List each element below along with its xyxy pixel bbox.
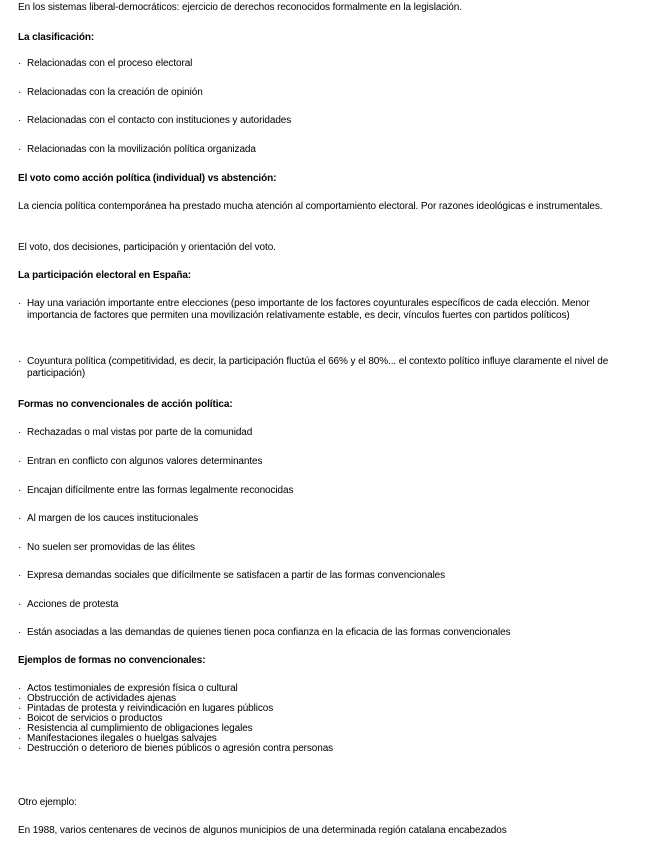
list-item: · Rechazadas o mal vistas por parte de la comunidad (18, 427, 641, 439)
intro-paragraph: En los sistemas liberal-democráticos: ejercicio de derechos reconocidos formalmente en la legislación. (18, 2, 462, 13)
list-item: · Manifestaciones ilegales o huelgas salvajes (18, 734, 632, 744)
no-convencionales-heading: Formas no convencionales de acción política: (18, 399, 233, 410)
list-item: · Actos testimoniales de expresión física o cultural (18, 684, 632, 694)
participacion-heading: La participación electoral en España: (18, 270, 192, 281)
ejemplos-list (18, 684, 632, 754)
list-item: · Pintadas de protesta y reivindicación en lugares públicos (18, 704, 632, 714)
list-item: · Boicot de servicios o productos (18, 714, 632, 724)
voto-heading: El voto como acción política (individual) vs abstención: (18, 173, 277, 184)
list-item: · Relacionadas con el proceso electoral (18, 58, 641, 70)
list-item: · Destrucción o deterioro de bienes públicos o agresión contra personas (18, 744, 632, 754)
ejemplos-heading: Ejemplos de formas no convencionales: (18, 655, 206, 666)
clasificacion-heading: La clasificación: (18, 32, 95, 43)
otro-ejemplo-label: Otro ejemplo: (18, 797, 77, 808)
list-item: · Encajan difícilmente entre las formas legalmente reconocidas (18, 485, 641, 497)
list-item: · Relacionadas con la movilización política organizada (18, 144, 641, 156)
list-item: · Relacionadas con la creación de opinión (18, 87, 641, 99)
list-item: · Al margen de los cauces institucionales (18, 513, 641, 525)
list-item: · Hay una variación importante entre elecciones (peso importante de los factores coyunturales específicos de cada elección. Menor importancia de factores que permiten una movilización relativamente estable, es decir, vínculos fuertes con partidos políticos) (18, 298, 641, 322)
voto-paragraph-2: El voto, dos decisiones, participación y orientación del voto. (18, 242, 276, 253)
list-item: · Relacionadas con el contacto con instituciones y autoridades (18, 115, 641, 127)
list-item: · Acciones de protesta (18, 599, 641, 611)
otro-ejemplo-paragraph: En 1988, varios centenares de vecinos de algunos municipios de una determinada región catalana encabezados (18, 825, 507, 836)
list-item: · Coyuntura política (competitividad, es decir, la participación fluctúa el 66% y el 80%... el contexto político influye claramente el nivel de participación) (18, 356, 641, 380)
list-item: · Obstrucción de actividades ajenas (18, 694, 632, 704)
list-item: · Expresa demandas sociales que difícilmente se satisfacen a partir de las formas convencionales (18, 570, 641, 582)
voto-paragraph-1: La ciencia política contemporánea ha prestado mucha atención al comportamiento electoral. Por razones ideológicas e instrumentales. (18, 201, 603, 212)
list-item: · Resistencia al cumplimiento de obligaciones legales (18, 724, 632, 734)
list-item: · No suelen ser promovidas de las élites (18, 542, 641, 554)
list-item: · Entran en conflicto con algunos valores determinantes (18, 456, 641, 468)
list-item: · Están asociadas a las demandas de quienes tienen poca confianza en la eficacia de las formas convencionales (18, 627, 641, 639)
